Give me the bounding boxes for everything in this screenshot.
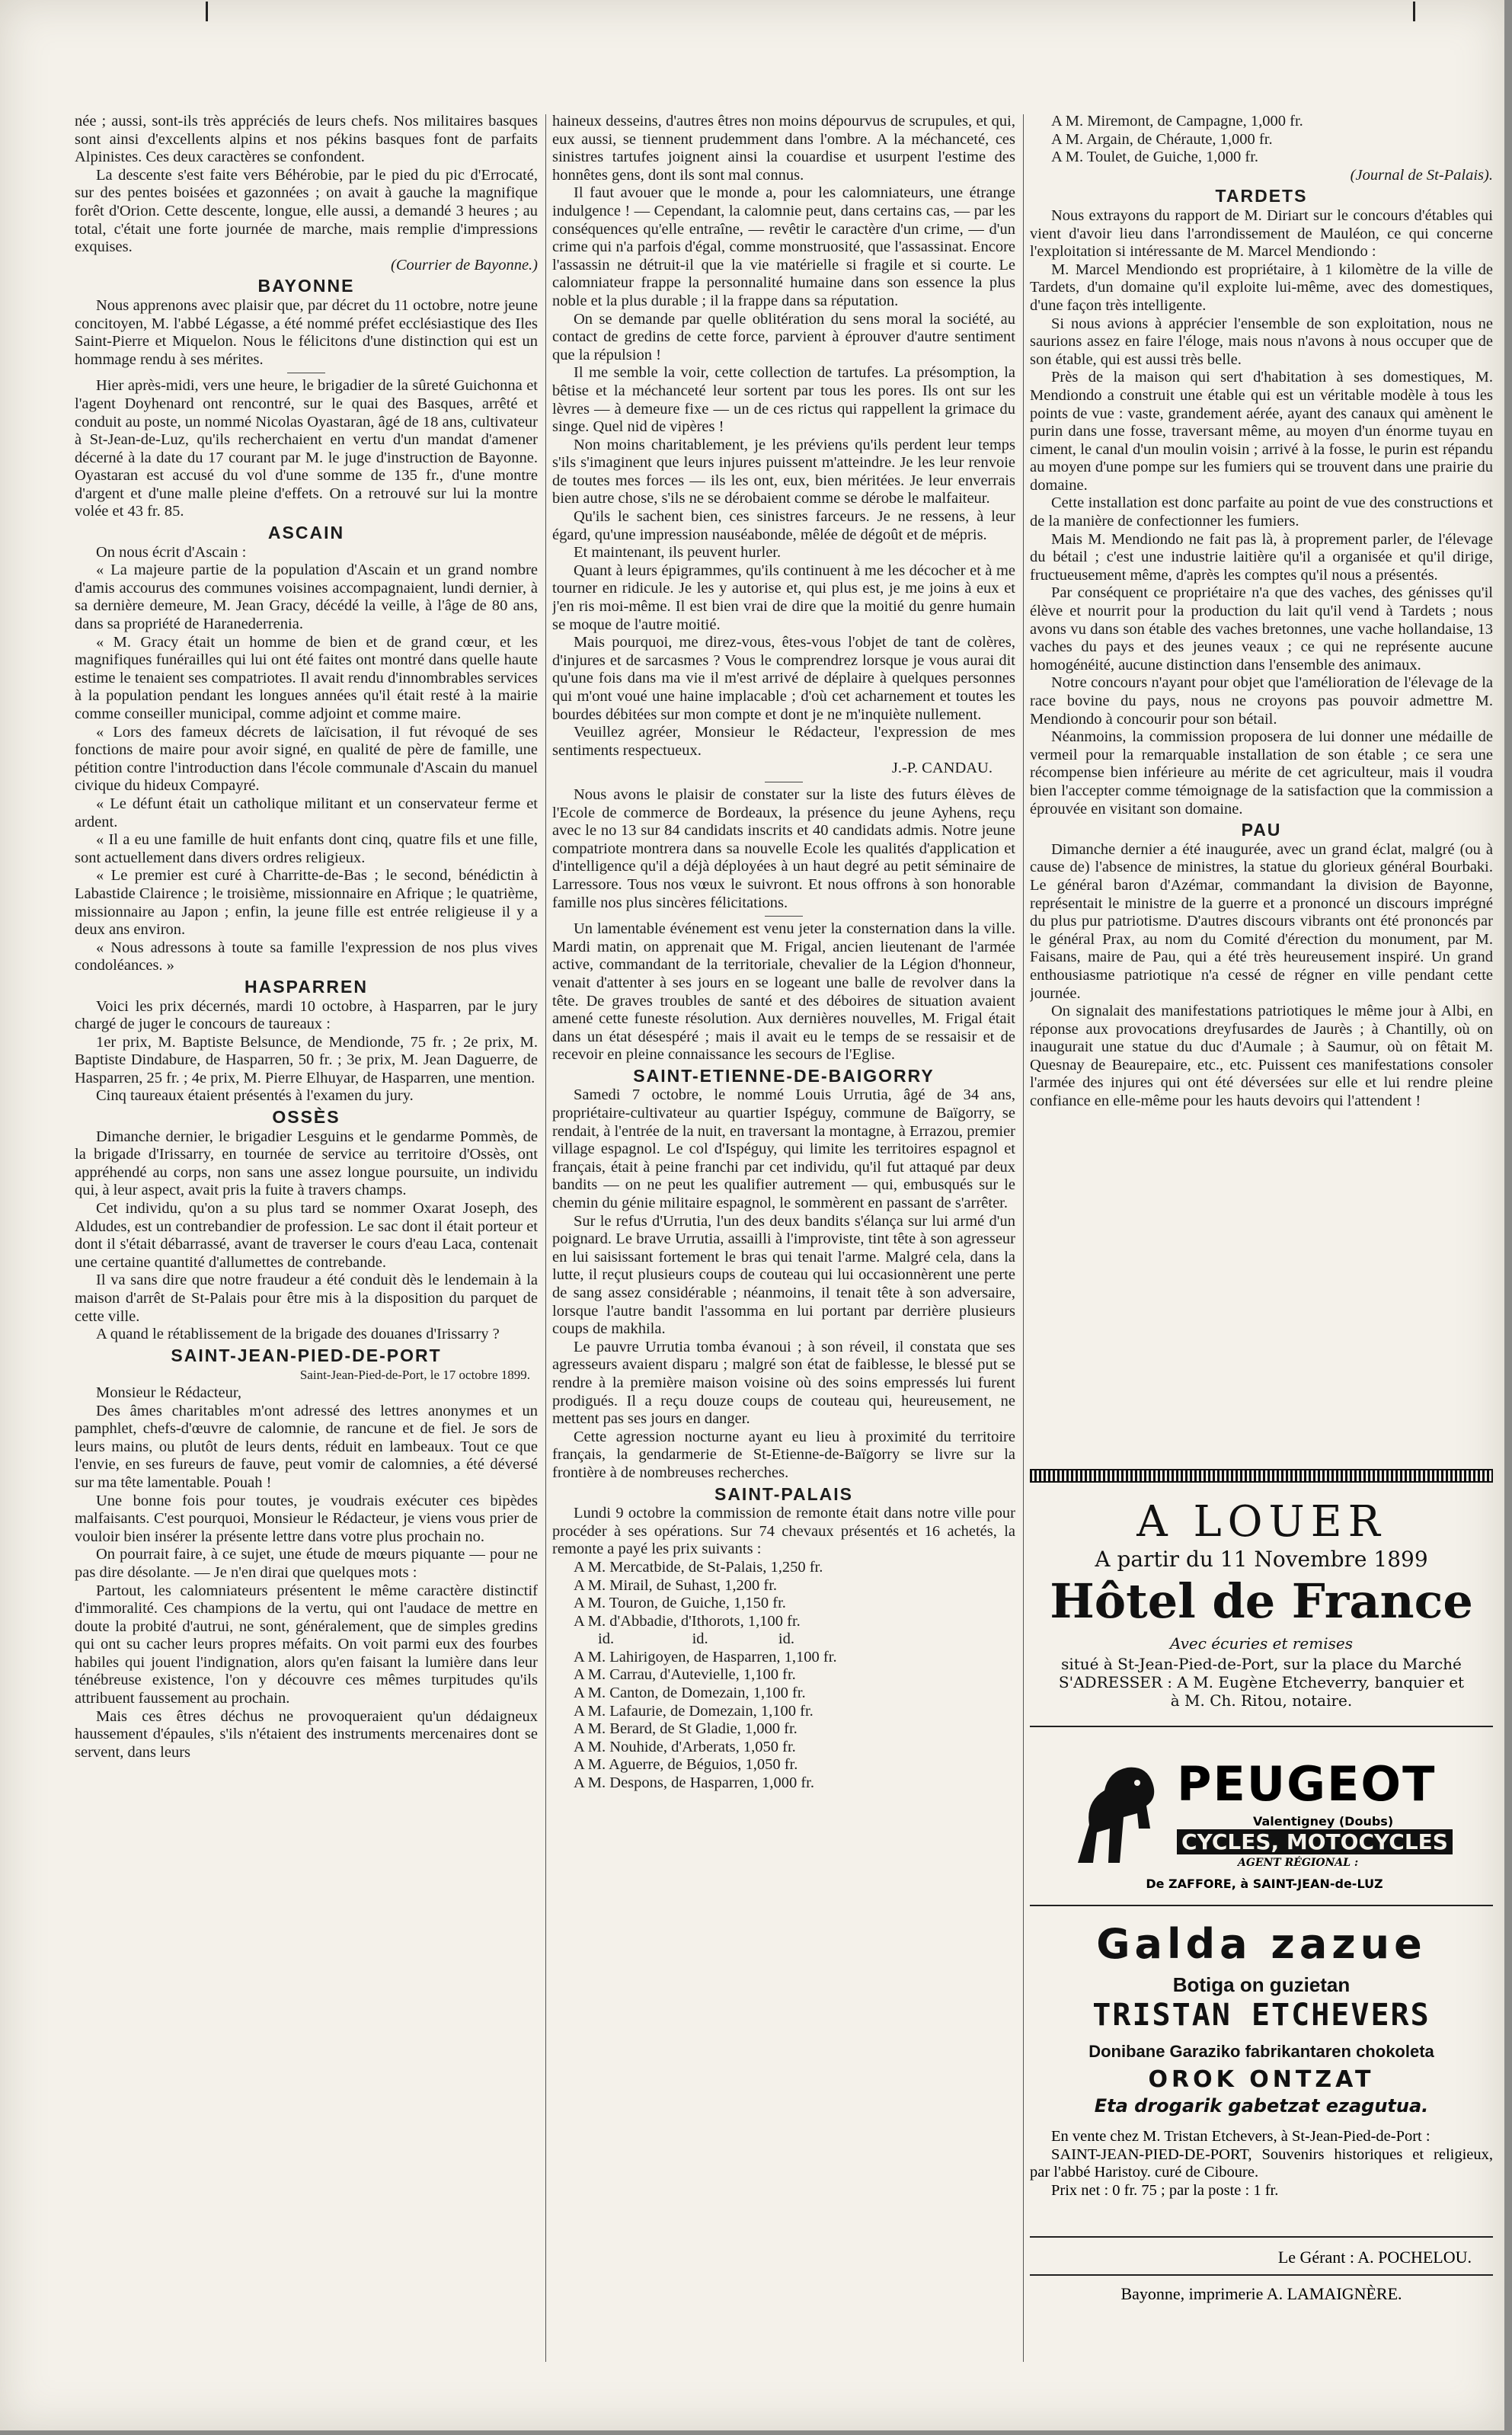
section-heading: PAU [1241,820,1282,840]
section-heading: SAINT-JEAN-PIED-DE-PORT [171,1345,442,1365]
list-item: A M. Lahirigoyen, de Hasparren, 1,100 fr. [574,1648,837,1665]
ad-envente-line: Prix net : 0 fr. 75 ; par la poste : 1 fr. [1051,2181,1279,2199]
section-heading: HASPARREN [245,976,368,997]
list-item: A M. Argain, de Chéraute, 1,000 fr. [1051,130,1273,148]
footer-rule [1030,2274,1493,2276]
article-paragraph: « Nous adressons à toute sa famille l'expression de nos plus vives condoléances. » [75,939,538,974]
ad-divider [1030,2236,1493,2238]
article-paragraph: Hier après-midi, vers une heure, le brigadier de la sûreté Guichonna et l'agent Doyhenard ont rencontré, sur le quai des Basques, arrêté et conduit au poste, un nommé Nicolas Oyastaran, âgé de 18 ans, cultivateur à St-Jean-de-Luz, qu'ils recherchaient en vertu d'un mandat d'amener décerné à la date du 17 courant par M. le juge d'instruction de Bayonne. Oyastaran est accusé du vol d'une somme de 135 fr., d'une montre d'argent et d'une malle pleine d'effets. On a retrouvé sur lui la montre volée et 43 fr. 85. [75,377,538,520]
list-item: A M. Berard, de St Gladie, 1,000 fr. [574,1720,798,1738]
top-margin-mark [206,2,208,21]
article-paragraph: Dimanche dernier a été inaugurée, avec un grand éclat, malgré (ou à cause de) l'absence de ministres, la statue du glorieux général Bourbaki. Le général baron d'Azémar, commandant la division de Bayonne, représentait le ministre de la guerre et a prononcé un discours imprégné du plus pur patriotisme. D'autres discours vibrants ont été prononcés par le général Prax, au nom du Comité d'érection du monument, par M. Faisans, maire de Pau, qui a été très heureusement inspiré. Un grand enthousiasme patriotique n'a cessé de régner en ville pendant cette journée. [1030,840,1493,1002]
article-paragraph: La descente s'est faite vers Béhérobie, par le pied du pic d'Errocaté, sur des pentes boisées et gazonnées ; on avait à gauche la magnifique forêt d'Orion. Cette descente, longue, elle aussi, a demandé 3 heures ; au total, c'était une forte journée de marche, mais remplie d'impressions exquises. [75,166,538,256]
article-paragraph: Cette installation est donc parfaite au point de vue des constructions et de la manière de confectionner les fumiers. [1030,494,1493,530]
article-paragraph: Nous apprenons avec plaisir que, par décret du 11 octobre, notre jeune concitoyen, M. l'abbé Légasse, a été nommé préfet ecclésiastique des Iles Saint-Pierre et Miquelon. Nous le félicitons d'une distinction qui est un hommage rendu à ses mérites. [75,296,538,368]
article-paragraph: Monsieur le Rédacteur, [96,1384,242,1401]
article-paragraph: « La majeure partie de la population d'Ascain et un grand nombre d'amis accourus des communes voisines accompagnaient, lundi dernier, à sa dernière demeure, M. Jean Gracy, décédé la veille, à l'âge de 80 ans, dans sa propriété de Haranederrenia. [75,562,538,633]
article-paragraph: Il me semble la voir, cette collection de tartufes. La présomption, la bêtise et la méchanceté leur sortent par tous les pores. Ils ont sur les lèvres — à demeure fixe — un de ces rictus qui rappellent la grimace du singe. Quel nid de vipères ! [552,364,1015,436]
gerant-line: Le Gérant : A. POCHELOU. [1277,2248,1472,2267]
column-rule [1023,114,1024,2362]
article-paragraph: Samedi 7 octobre, le nommé Louis Urrutia, âgé de 34 ans, propriétaire-cultivateur au quartier Ispéguy, commune de Baïgorry, se rendait, à l'entrée de la nuit, en traversant la montagne, à Errazou, premier village espagnol. Le col d'Ispéguy, qui limite les territoires espagnol et français, était à peine franchi par cet individu, qu'il fut attaqué par deux bandits — on ne peut les qualifier autrement — qui, embusqués sur le chemin du génie militaire espagnol, le sommèrent en passant de s'arrêter. [552,1086,1015,1212]
column-2 [552,113,1015,2391]
article-paragraph: « Le défunt était un catholique militant et un conservateur ferme et ardent. [75,795,538,830]
ad-peugeot-address: De ZAFFORE, à SAINT-JEAN-de-LUZ [1146,1877,1383,1891]
article-paragraph: née ; aussi, sont-ils très appréciés de leurs chefs. Nos militaires basques sont ainsi d'excellents alpins et nos pékins basques font de parfaits Alpinistes. Ces deux caractères se confondent. [75,113,538,166]
article-paragraph: Nous avons le plaisir de constater sur la liste des futurs élèves de l'Ecole de commerce de Bordeaux, la présence du jeune Ayhens, reçu avec le no 13 sur 84 candidats inscrits et 40 candidats admis. Notre jeune compatriote montrera dans sa nouvelle Ecole les qualités d'application et d'intelligence qu'il a déjà déployées à un haut degré au petit séminaire de Larressore. Tous nos vœux le suivront. Et nous offrons à son honorable famille nos plus sincères félicitations. [552,786,1015,911]
list-item: A M. Toulet, de Guiche, 1,000 fr. [1051,149,1259,166]
list-item: A M. Miremont, de Campagne, 1,000 fr. [1051,113,1303,130]
article-paragraph: Et maintenant, ils peuvent hurler. [574,544,782,562]
article-paragraph: Nous extrayons du rapport de M. Diriart sur le concours d'étables qui vient d'avoir lieu dans l'arrondissement de Mauléon, ce qui concerne l'exploitation si intéressante de M. Marcel Mendiondo : [1030,206,1493,261]
ad-divider [1030,1905,1493,1906]
lion-logo-icon [1063,1756,1169,1870]
article-paragraph: Non moins charitablement, je les préviens qu'ils perdent leur temps s'ils s'imaginent que leurs injures puissent m'atteindre. Je les leur renvoie de toutes mes forces — ils les ont, eux, bien méritées. Je leur enverrais bien autre chose, s'ils ne se dérobaient comme se dérobe le malfaiteur. [552,436,1015,507]
ad-hotel-contact-2: à M. Ch. Ritou, notaire. [1170,1691,1353,1710]
section-heading: TARDETS [1215,186,1308,206]
list-item: A M. Mercatbide, de St-Palais, 1,250 fr. [574,1558,823,1576]
article-paragraph: Mais M. Mendiondo ne fait pas là, à proprement parler, de l'élevage du bétail ; c'est une industrie laitière qu'il a organisée et qu'il dirige, fructueusement même, d'après les comptes qu'il nous a présentés. [1030,530,1493,584]
article-paragraph: Mais pourquoi, me direz-vous, êtes-vous l'objet de tant de colères, d'injures et de sarcasmes ? Vous le comprendrez lorsque je vous aurai dit qu'une fois dans ma vie il m'est arrivé de déplaire à quelques personnes qui m'ont voué une haine implacable ; d'où cet acharnement et toutes les bourdes débitées sur mon compte et dont je ne m'inquiète nullement. [552,634,1015,723]
ad-peugeot [1063,1756,1466,1893]
article-paragraph: Il va sans dire que notre fraudeur a été conduit dès le lendemain à la maison d'arrêt de St-Palais pour être mis à la disposition du parquet de cette ville. [75,1272,538,1325]
separator-rule [765,916,803,917]
article-paragraph: Quant à leurs épigrammes, qu'ils continuent à me les décocher et à me tourner en ridicule. Je les y autorise et, qui plus est, je me joins à eux et j'en ris moi-même. Il est bien vrai de dire que la moitié du genre humain se moque de l'autre moitié. [552,562,1015,633]
list-item: A M. Lafaurie, de Domezain, 1,100 fr. [574,1702,814,1720]
section-heading: BAYONNE [257,276,355,296]
ad-envente-line: SAINT-JEAN-PIED-DE-PORT, Souvenirs historiques et religieux, par l'abbé Haristoy. curé de Ciboure. [1030,2145,1493,2181]
article-paragraph: Partout, les calomniateurs présentent le même caractère distinctif d'immoralité. Ces champions de la vertu, qui ont l'audace de mettre en doute la probité d'autrui, ne sont, généralement, que de simples gredins qui ont su cacher leurs propres méfaits. On voit parmi eux des fourbes habiles qui jouent l'indignation, alors qu'en faisant la lumière dans leur ténébreuse existence, l'on y découvre ces mêmes turpitudes qu'ils attribuent faussement au prochain. [75,1582,538,1707]
article-paragraph: « Le premier est curé à Charritte-de-Bas ; le second, bénédictin à Labastide Clairence ; le troisième, missionnaire en Afrique ; le quatrième, missionnaire au Japon ; enfin, la jeune fille est entrée religieuse il y a deux ans environ. [75,867,538,939]
article-paragraph: Un lamentable événement est venu jeter la consternation dans la ville. Mardi matin, on apprenait que M. Frigal, ancien lieutenant de l'armée active, commandant de la territoriale, chevalier de la Légion d'honneur, venait d'attenter à ses jours en se logeant une balle de revolver dans la tête. De graves troubles de santé et des déboires de situation avaient amené cette funeste résolution. Aux dernières nouvelles, M. Frigal était dans un état désespéré ; mais il avait eu le temps de se ressaisir et de recevoir en pleine connaissance les secours de l'Eglise. [552,920,1015,1064]
article-paragraph: Une bonne fois pour toutes, je voudrais exécuter ces bipèdes malfaisants. C'est pourquoi, Monsieur le Rédacteur, je viens vous prier de vouloir bien insérer la présente lettre dans votre plus prochain no. [75,1492,538,1545]
ad-hotel-contact: S'ADRESSER : A M. Eugène Etcheverry, banquier et [1058,1673,1465,1691]
article-paragraph: Cinq taureaux étaient présentés à l'examen du jury. [96,1087,414,1105]
article-paragraph: Cet individu, qu'on a su plus tard se nommer Oxarat Joseph, des Aldudes, est un contrebandier de profession. Le sac dont il était porteur et dont il s'était débarrassé, avant de traverser le cours d'eau Laca, contenait une certaine quantité d'allumettes de contrebande. [75,1200,538,1271]
list-item: A M. Mirail, de Suhast, 1,200 fr. [574,1576,778,1594]
article-paragraph: On signalait des manifestations patriotiques le même jour à Albi, en réponse aux provocations dreyfusardes de Jaurès ; à Chantilly, où on inaugurait une statue du duc d'Aumale ; à Saumur, où on fêtait M. Quesnay de Beaurepaire, etc., etc. Puissent ces manifestations consoler l'armée des injures qui ont été déversées sur elle et lui rendre pleine confiance en elle-même pour les hauts devoirs qui l'attendent ! [1030,1003,1493,1110]
column-rule [545,114,546,2362]
article-paragraph: Mais ces êtres déchus ne provoqueraient qu'un dédaigneux haussement d'épaules, s'ils n'étaient des instruments mercenaires dont se servent, dans leurs [75,1707,538,1761]
list-item: A M. Aguerre, de Béguios, 1,050 fr. [574,1756,798,1774]
ad-hotel-name: Hôtel de France [1050,1573,1473,1629]
ad-galda-chocolate: Donibane Garaziko fabrikantaren chokoleta [1088,2042,1434,2061]
source-credit: (Courrier de Bayonne.) [391,256,538,274]
article-paragraph: Lundi 9 octobre la commission de remonte était dans notre ville pour procéder à ses opérations. Sur 74 chevaux présentés et 16 achetés, la remonte a payé les prix suivants : [552,1505,1015,1558]
article-paragraph: « Il a eu une famille de huit enfants dont cinq, quatre fils et une fille, sont actuellement dans divers ordres religieux. [75,831,538,866]
list-item: A M. Nouhide, d'Arberats, 1,050 fr. [574,1738,796,1755]
section-heading: SAINT-PALAIS [714,1483,854,1504]
article-paragraph: Néanmoins, la commission proposera de lui donner une médaille de vermeil pour la remarquable installation de son étable ; ce sera une récompense bien inférieure au mérite de cet agriculteur, mais il voudra bien l'accepter comme témoignage de la satisfaction que la commission a éprouvée en visitant son domaine. [1030,728,1493,818]
article-paragraph: M. Marcel Mendiondo est propriétaire, à 1 kilomètre de la ville de Tardets, d'un domaine qu'il exploite lui-même, avec des domestiques, d'une façon très intelligente. [1030,261,1493,314]
list-item: A M. Touron, de Guiche, 1,150 fr. [574,1595,786,1612]
section-heading: SAINT-ETIENNE-DE-BAIGORRY [633,1065,935,1086]
ad-galda-orok: OROK ONTZAT [1148,2066,1375,2093]
ad-peugeot-name: PEUGEOT [1177,1756,1437,1812]
article-paragraph: Cette agression nocturne ayant eu lieu à proximité du territoire français, la gendarmerie de St-Etienne-de-Baïgorry se livre sur la frontière à de nombreuses recherches. [552,1428,1015,1481]
article-paragraph: Notre concours n'ayant pour objet que l'amélioration de l'élevage de la race bovine du pays, nous ne croyons pas pouvoir admettre M. Mendiondo à concourir pour son bétail. [1030,674,1493,728]
article-paragraph: Sur le refus d'Urrutia, l'un des deux bandits s'élança sur lui armé d'un poignard. Le brave Urrutia, assailli à l'improviste, tint tête à son agresseur en lui saisissant fortement le bras qui tenait l'arme. Malgré cela, dans la lutte, il reçut plusieurs coups de couteau qui lui occasionnèrent une perte de sang assez considérable ; néanmoins, il tenait tête à son adversaire, lorsque l'autre bandit l'assomma en lui portant par derrière plusieurs coups de makhila. [552,1212,1015,1338]
article-paragraph: On nous écrit d'Ascain : [96,543,247,561]
dateline: Saint-Jean-Pied-de-Port, le 17 octobre 1899. [299,1368,530,1383]
article-paragraph: haineux desseins, d'autres êtres non moins dépourvus de scrupules, et qui, eux aussi, se tiennent prudemment dans l'ombre. A la méchanceté, ces sinistres tartufes joignent ainsi la couardise et usurpent l'estime des honnêtes gens, dont ils sont mal connus. [552,113,1015,184]
ad-divider [1030,1469,1493,1483]
list-item: A M. d'Abbadie, d'Ithorots, 1,100 fr. [574,1612,801,1630]
ad-hotel-ecuries: Avec écuries et remises [1169,1634,1353,1653]
list-item: A M. Carrau, d'Autevielle, 1,100 fr. [574,1666,796,1684]
ad-galda-tristan: TRISTAN ETCHEVERS [1092,1998,1430,2033]
ad-galda-botiga: Botiga on guzietan [1172,1973,1351,1996]
article-paragraph: Il faut avouer que le monde a, pour les calomniateurs, une étrange indulgence ! — Cependant, la calomnie peut, dans certains cas, — par les conséquences qu'elle entraîne, — revêtir le caractère d'un crime, — d'un crime qui n'a parfois d'égal, comme monstruosité, que l'assassinat. Encore l'assassin ne détruit-il que la vie matérielle si fragile et si courte. Le calomniateur frappe la personnalité humaine dans son essence la plus noble et la plus durable ; il la frappe dans sa réputation. [552,184,1015,309]
ad-galda-title: Galda zazue [1096,1920,1427,1968]
article-paragraph: Le pauvre Urrutia tomba évanoui ; à son réveil, il constata que ses agresseurs avaient disparu ; malgré son état de faiblesse, le blessé put se rendre à la première maison voisine où des soins empressés lui furent prodigués. Il a reçu douze coups de couteau qui, heureusement, ne mettent pas ses jours en danger. [552,1338,1015,1428]
article-paragraph: Qu'ils le sachent bien, ces sinistres farceurs. Je ne ressens, à leur égard, qu'une impression nauséabonde, mêlée de dégoût et de mépris. [552,508,1015,543]
article-paragraph: Des âmes charitables m'ont adressé des lettres anonymes et un pamphlet, chefs-d'œuvre de calomnie, de rancune et de fiel. Je sors de leurs mains, ou plutôt de leurs dents, réduit en lambeaux. Tout ce que l'envie, en ses fureurs de fauve, peut vomir de calomnies, a été déversé sur ma tête lamentable. Pouah ! [75,1402,538,1491]
article-paragraph: Par conséquent ce propriétaire n'a que des vaches, des génisses qu'il élève et nourrit pour la production du lait qu'il vend à Tardets ; nous avons vu dans son étable des vaches bretonnes, une vache hollandaise, 13 vaches du pays et des jeunes veaux ; ce qui ne représente aucune homogénéité, aucune distinction dans l'ensemble des animaux. [1030,584,1493,674]
ad-envente-line: En vente chez M. Tristan Etchevers, à St-Jean-Pied-de-Port : [1051,2128,1430,2145]
ad-peugeot-agent: AGENT RÉGIONAL : [1238,1857,1359,1869]
article-paragraph: Près de la maison qui sert d'habitation à ses domestiques, M. Mendiondo a construit une étable qui est un véritable modèle à tous les points de vue : vaste, grandement aérée, ayant des canaux qui amènent le purin dans une fosse, traversant même, au moyen d'un énorme tuyau en ciment, le canal d'un moulin voisin ; arrivé à la fosse, le purin est répandu au moyen d'une pompe sur les fumiers qui se trouvent dans une prairie du domaine. [1030,369,1493,494]
article-paragraph: On se demande par quelle oblitération du sens moral la société, au contact de gredins de cette force, parvient à éprouver d'autre sentiment que la répulsion ! [552,310,1015,363]
source-credit: (Journal de St-Palais). [1350,166,1493,184]
column-1 [75,113,538,2391]
ad-hotel-location: situé à St-Jean-Pied-de-Port, sur la place du Marché [1061,1655,1462,1673]
ad-louer-subtitle: A partir du 11 Novembre 1899 [1095,1547,1428,1572]
article-paragraph: On pourrait faire, à ce sujet, une étude de mœurs piquante — pour ne pas dire désolante. — Je n'en dirai que quelques mots : [75,1546,538,1581]
article-paragraph: Dimanche dernier, le brigadier Lesguins et le gendarme Pommès, de la brigade d'Irissarry, en tournée de service au territoire d'Ossès, ont appréhendé au corps, non sans une assez longue poursuite, un individu qui, à leur aspect, avait pris la fuite à travers champs. [75,1128,538,1199]
list-item: A M. Canton, de Domezain, 1,100 fr. [574,1685,806,1702]
article-paragraph: Si nous avions à apprécier l'ensemble de son exploitation, nous ne saurions assez en faire l'éloge, mais nous n'avons à nous occuper que de son étable, qui est aussi très belle. [1030,315,1493,368]
article-paragraph: « Lors des fameux décrets de laïcisation, il fut révoqué de ses fonctions de maire pour avoir signé, en qualité de père de famille, une pétition contre l'introduction dans l'école communale d'Ascain du manuel civique du hideux Compayré. [75,723,538,795]
signature: J.-P. CANDAU. [891,760,993,777]
ad-peugeot-town: Valentigney (Doubs) [1253,1814,1394,1829]
list-item: id. id. id. [598,1630,794,1648]
ad-envente [1030,2128,1493,2200]
list-item: A M. Despons, de Hasparren, 1,000 fr. [574,1774,814,1792]
article-paragraph: A quand le rétablissement de la brigade des douanes d'Irissarry ? [96,1326,500,1343]
section-heading: ASCAIN [267,523,345,543]
section-heading: OSSÈS [272,1107,340,1128]
imprimerie-line: Bayonne, imprimerie A. LAMAIGNÈRE. [1120,2284,1402,2303]
ad-peugeot-cycles: CYCLES, MOTOCYCLES [1177,1829,1453,1854]
article-paragraph: Veuillez agréer, Monsieur le Rédacteur, l'expression de mes sentiments respectueux. [552,724,1015,759]
article-paragraph: Voici les prix décernés, mardi 10 octobre, à Hasparren, par le jury chargé de juger le concours de taureaux : [75,997,538,1033]
ad-divider [1030,1726,1493,1727]
ad-galda-eta: Eta drogarik gabetzat ezagutua. [1094,2095,1429,2117]
article-paragraph: 1er prix, M. Baptiste Belsunce, de Mendionde, 75 fr. ; 2e prix, M. Baptiste Dindabure, de Hasparren, 50 fr. ; 3e prix, M. Jean Daguerre, de Hasparren, 25 fr. ; 4e prix, M. Pierre Elhuyar, de Hasparren, une mention. [75,1033,538,1086]
top-margin-mark [1413,2,1415,21]
article-paragraph: « M. Gracy était un homme de bien et de grand cœur, et les magnifiques funérailles qui lui ont été faites ont montré dans quelle haute estime le tenaient ses compatriotes. Il avait rendu d'innombrables services à la population pendant les longues années qu'il était resté à la mairie comme conseiller municipal, comme adjoint et comme maire. [75,633,538,722]
ad-louer-title: A LOUER [1136,1497,1386,1547]
